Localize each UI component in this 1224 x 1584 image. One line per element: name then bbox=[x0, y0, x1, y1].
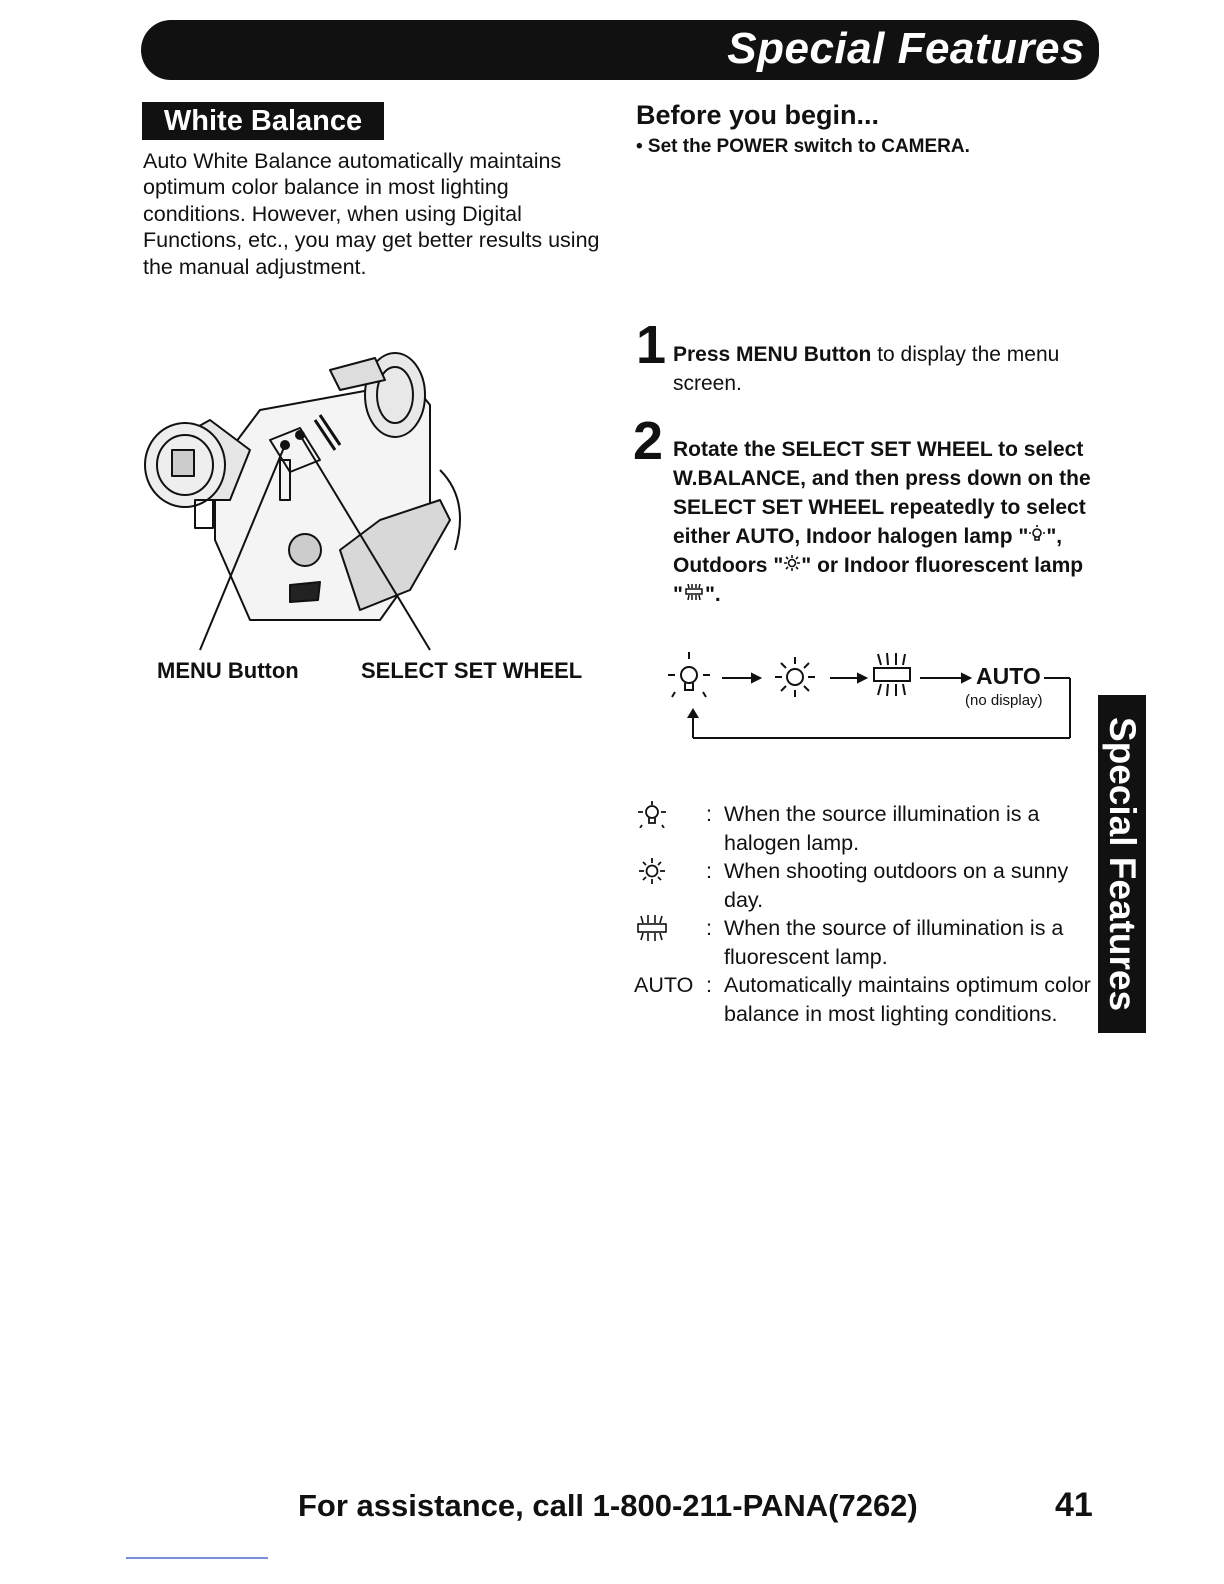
step-1-text bbox=[673, 340, 1073, 398]
before-you-begin-bullet: • Set the POWER switch to CAMERA. bbox=[636, 136, 970, 157]
header-bar bbox=[141, 20, 1099, 80]
halogen-icon bbox=[634, 800, 700, 828]
cycle-no-display-note: (no display) bbox=[965, 692, 1043, 709]
legend-item: : When the source of illumination is a fluorescent lamp. bbox=[634, 914, 1094, 971]
cycle-auto-label: AUTO bbox=[976, 663, 1041, 689]
step-2-number: 2 bbox=[633, 411, 664, 471]
legend-item: : When the source illumination is a halogen lamp. bbox=[634, 800, 1094, 857]
legend-desc: When shooting outdoors on a sunny day. bbox=[724, 859, 1069, 912]
before-you-begin-heading: Before you begin... bbox=[636, 100, 880, 130]
camcorder-illustration bbox=[140, 350, 480, 655]
legend-desc: When the source of illumination is a fluorescent lamp. bbox=[724, 916, 1064, 969]
cycle-fluorescent-icon bbox=[874, 653, 910, 696]
side-tab bbox=[1098, 695, 1146, 1033]
step-2-text bbox=[673, 435, 1093, 609]
legend-desc: Automatically maintains optimum color balance in most lighting conditions. bbox=[724, 973, 1091, 1026]
legend-item: : When shooting outdoors on a sunny day. bbox=[634, 857, 1094, 914]
halogen-icon bbox=[1028, 525, 1046, 543]
step-2-part-a: Rotate the SELECT SET WHEEL to select W.BALANCE, and then press down on the SELECT SET WHEEL repeatedly to select either AUTO, Indoor halogen lamp " bbox=[673, 438, 1091, 548]
select-set-wheel-label: SELECT SET WHEEL bbox=[361, 658, 583, 683]
step-1-bold: Press MENU Button bbox=[673, 343, 872, 366]
legend-desc: When the source illumination is a halogen lamp. bbox=[724, 802, 1040, 855]
intro-paragraph: Auto White Balance automatically maintains optimum color balance in most lighting conditions. However, when using Digital Functions, etc., you may get better results using the manual adjustment. bbox=[143, 149, 600, 279]
step-1-rest: to display the menu screen. bbox=[673, 343, 1060, 395]
cycle-sun-icon bbox=[775, 657, 815, 697]
page-number: 41 bbox=[1055, 1486, 1093, 1524]
side-tab-label: Special Features bbox=[1102, 716, 1143, 1012]
step-2-part-d: ". bbox=[704, 583, 721, 606]
legend-item: AUTO : Automatically maintains optimum color balance in most lighting conditions. bbox=[634, 971, 1094, 1028]
section-badge: White Balance bbox=[142, 102, 384, 140]
icon-legend bbox=[634, 800, 1094, 1028]
page-title: Special Features bbox=[727, 24, 1085, 73]
sun-icon bbox=[634, 857, 700, 885]
menu-button-label: MENU Button bbox=[157, 658, 299, 683]
sun-icon bbox=[783, 554, 801, 572]
step-2-part-c: " or Indoor fluorescent lamp " bbox=[673, 554, 1084, 606]
divider bbox=[126, 1557, 268, 1559]
step-1-number: 1 bbox=[636, 315, 667, 375]
assistance-footer: For assistance, call 1-800-211-PANA(7262) bbox=[298, 1488, 918, 1523]
cycle-halogen-icon bbox=[668, 652, 710, 697]
step-2-part-b: ", Outdoors " bbox=[673, 525, 1063, 577]
fluorescent-icon bbox=[683, 583, 705, 601]
fluorescent-icon bbox=[634, 914, 700, 942]
legend-key-auto: AUTO bbox=[634, 973, 694, 997]
